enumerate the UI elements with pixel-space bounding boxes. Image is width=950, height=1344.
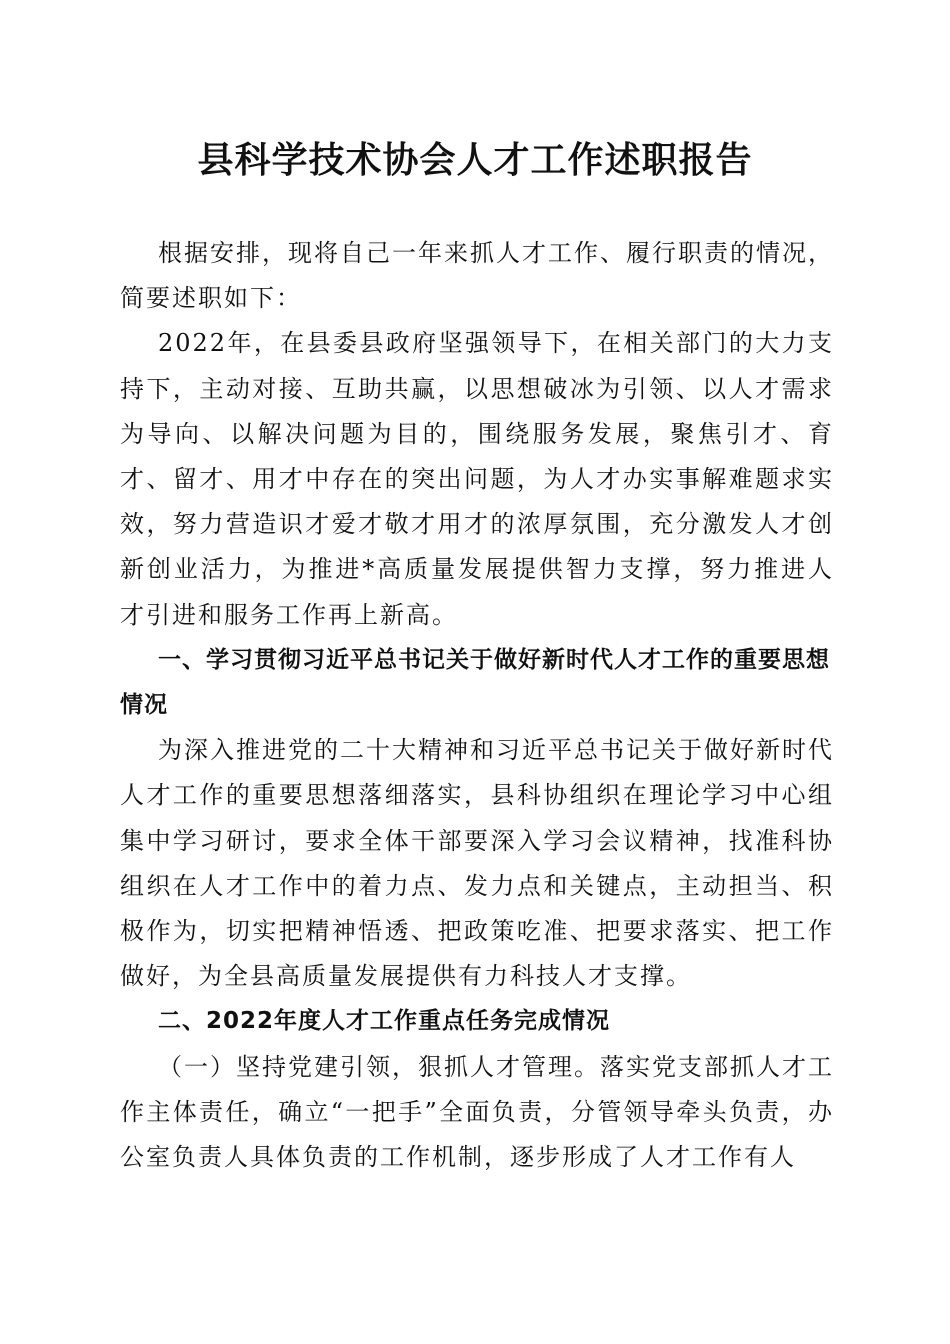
section-heading-1: 一、学习贯彻习近平总书记关于做好新时代人才工作的重要思想情况 [120, 646, 830, 719]
section-heading-2: 二、2022年度人才工作重点任务完成情况 [158, 1008, 611, 1035]
overview-paragraph: 2022年，在县委县政府坚强领导下，在相关部门的大力支持下，主动对接、互助共赢，以思想破冰为引领、以人才需求为导向、以解决问题为目的，围绕服务发展，聚焦引才、育才、留才、用才中存在的突出问题，为人才办实事解难题求实效，努力营造识才爱才敬才用才的浓厚氛围，充分激发人才创新创业活力，为推进*高质量发展提供智力支撑，努力推进人才引进和服务工作再上新高。 [120, 329, 834, 629]
intro-paragraph: 根据安排，现将自己一年来抓人才工作、履行职责的情况，简要述职如下： [120, 239, 834, 313]
document-body [120, 231, 834, 1180]
document-title: 县科学技术协会人才工作述职报告 [197, 139, 753, 181]
section-1-paragraph: 为深入推进党的二十大精神和习近平总书记关于做好新时代人才工作的重要思想落细落实，县科协组织在理论学习中心组集中学习研讨，要求全体干部要深入学习会议精神，找准科协组织在人才工作中的着力点、发力点和关键点，主动担当、积极作为，切实把精神悟透、把政策吃准、把要求落实、把工作做好，为全县高质量发展提供有力科技人才支撑。 [120, 736, 834, 991]
section-2-paragraph: （一）坚持党建引领，狠抓人才管理。落实党支部抓人才工作主体责任，确立“一把手”全面负责，分管领导牵头负责，办公室负责人具体负责的工作机制，逐步形成了人才工作有人 [120, 1052, 834, 1172]
